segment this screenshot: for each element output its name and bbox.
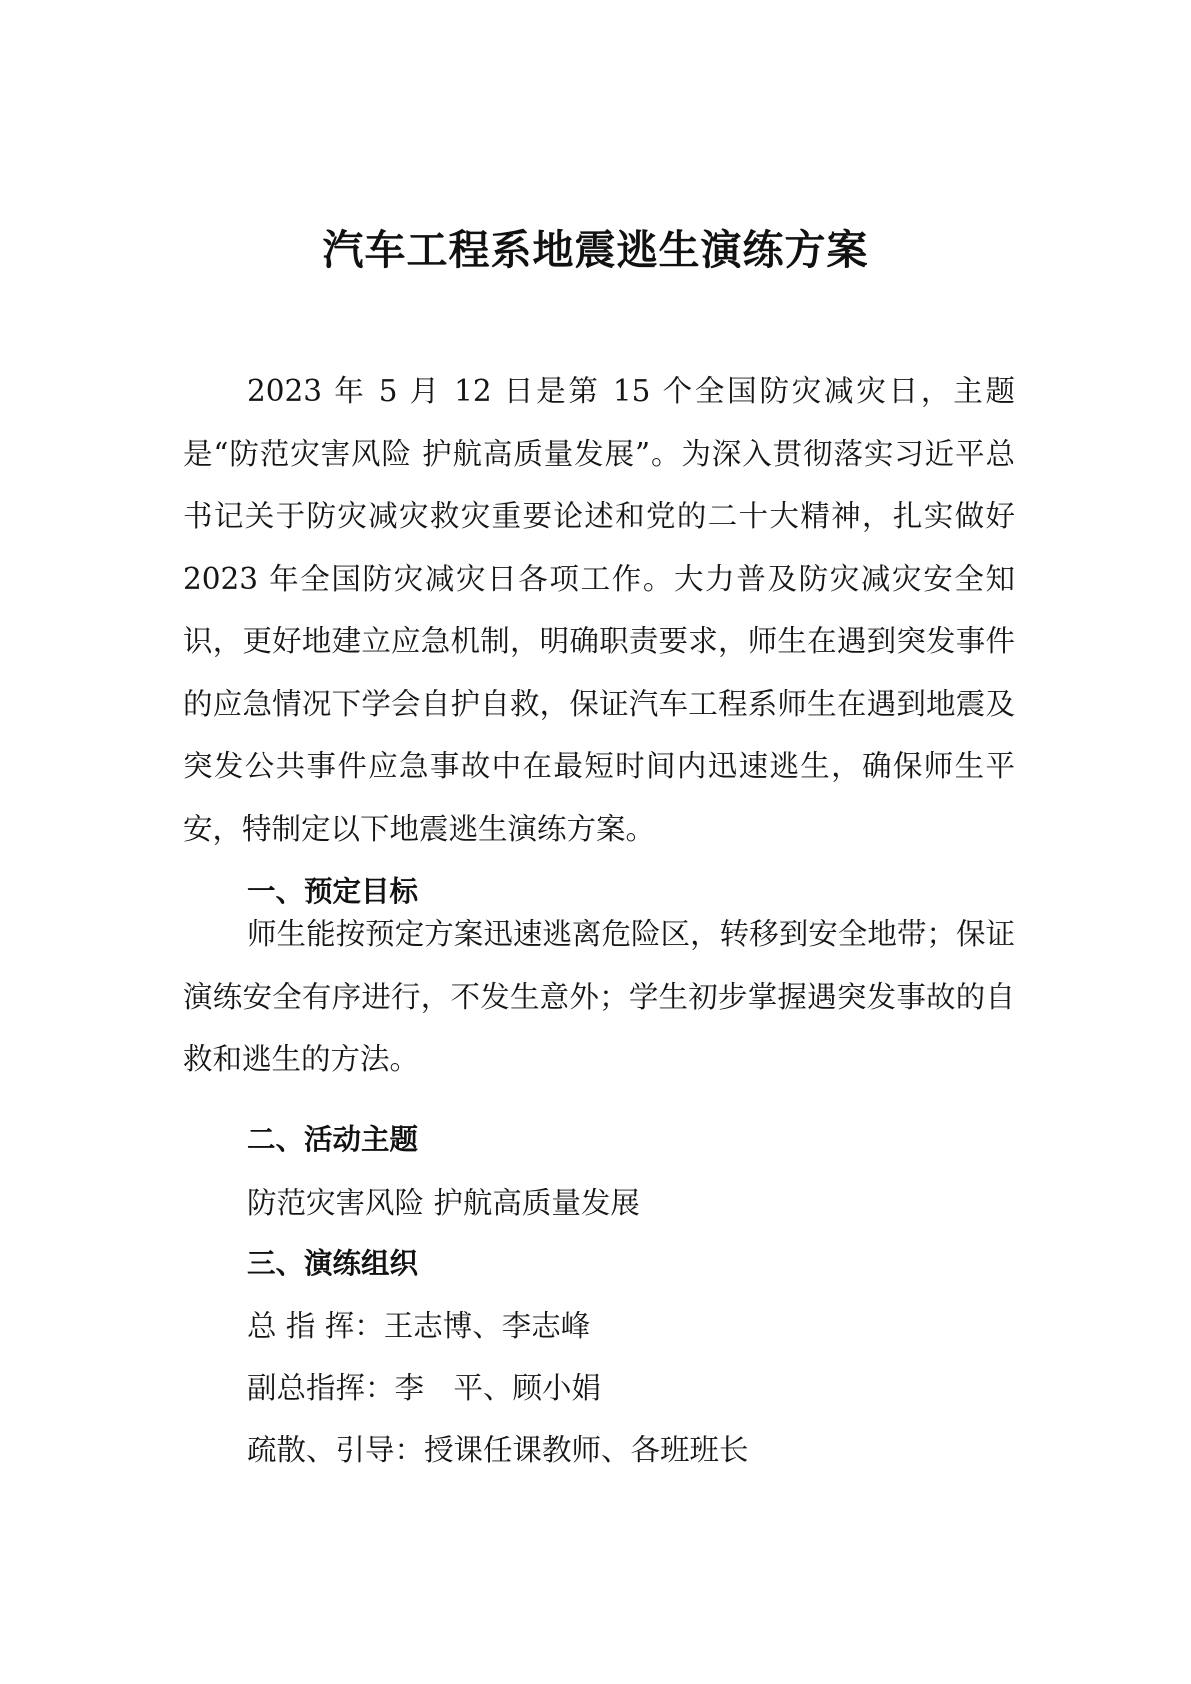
theme-text: 防范灾害风险 护航高质量发展 (247, 1186, 640, 1220)
role-commander: 总 指 挥：王志博、李志峰 (247, 1309, 591, 1343)
goal-paragraph: 师生能按预定方案迅速逃离危险区，转移到安全地带；保证演练安全有序进行，不发生意外；学生初步掌握遇突发事故的自救和逃生的方法。 (183, 917, 1015, 1076)
section-heading-theme: 二、活动主题 (247, 1123, 419, 1156)
role-deputy-commander: 副总指挥：李 平、顾小娟 (247, 1371, 602, 1405)
section-heading-goal: 一、预定目标 (247, 875, 419, 908)
section-heading-organization: 三、演练组织 (247, 1247, 419, 1280)
document-title: 汽车工程系地震逃生演练方案 (322, 226, 869, 274)
role-evacuation-guide: 疏散、引导：授课任课教师、各班班长 (247, 1433, 749, 1467)
intro-paragraph: 2023 年 5 月 12 日是第 15 个全国防灾减灾日，主题是“防范灾害风险 护航高质量发展”。为深入贯彻落实习近平总书记关于防灾减灾救灾重要论述和党的二十大精神，扎实做好 2023 年全国防灾减灾日各项工作。大力普及防灾减灾安全知识，更好地建立应急机制，明确职责要求，师生在遇到突发事件的应急情况下学会自护自救，保证汽车工程系师生在遇到地震及突发公共事件应急事故中在最短时间内迅速逃生，确保师生平安，特制定以下地震逃生演练方案。 (183, 374, 1015, 846)
